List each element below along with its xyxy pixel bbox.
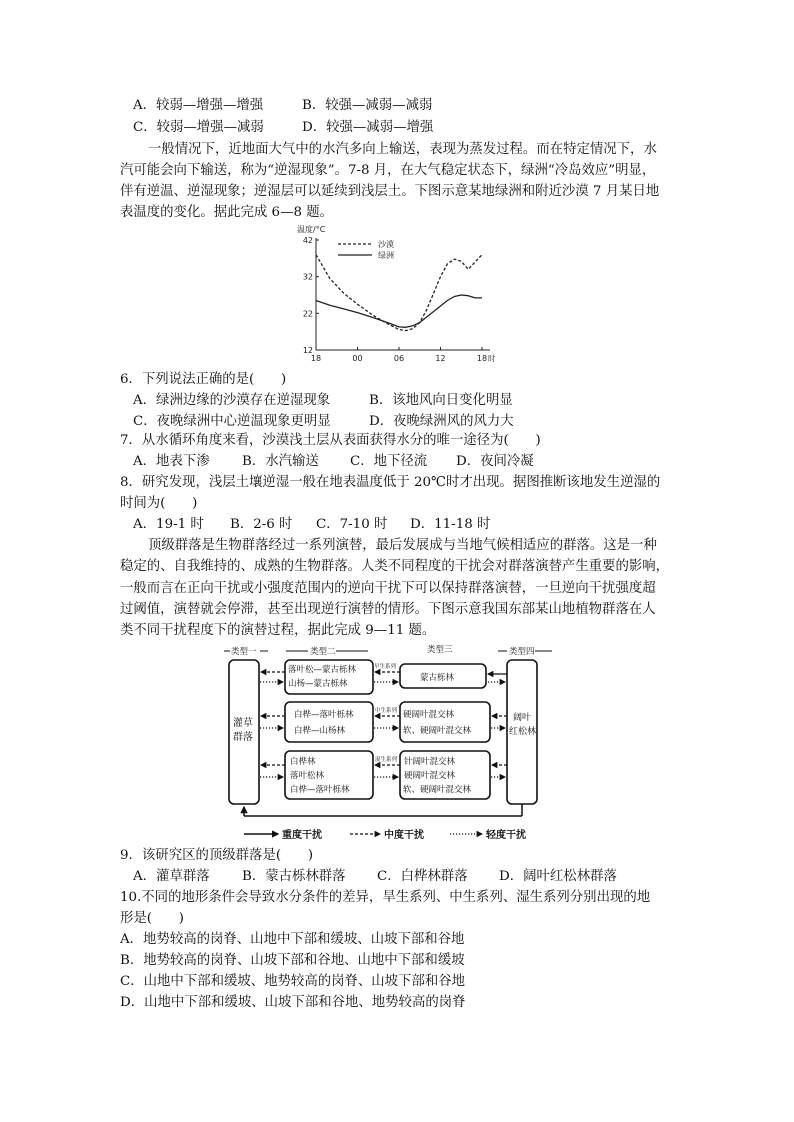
q8-stem-line-1: 8．研究发现，浅层土壤逆湿一般在地表温度低于 20℃时才出现。据图推断该地发生逆湿的 [120, 475, 661, 490]
y-tick-label: 22 [302, 309, 313, 319]
x-tick-label: 00 [352, 354, 363, 363]
intro-9-11-line-1: 顶级群落是生物群落经过一系列演替，最后发展成与当地气候相适应的群落。这是一种 [148, 538, 657, 553]
t3-row1-line1: 蒙古栎林 [420, 673, 455, 683]
legend-label: 绿洲 [378, 251, 394, 260]
q10-option-b: B．地势较高的岗脊、山坡下部和谷地、山地中下部和缓坡 [120, 953, 465, 968]
q8-stem-line-2: 时间为( ) [120, 496, 198, 511]
t3-row3-line1: 针阔叶混交林 [404, 757, 456, 767]
intro-9-11-line-2: 稳定的、自我维持的、成熟的生物群落。人类不同程度的干扰会对群落演替产生重要的影响， [120, 559, 670, 574]
desert-series-line [316, 255, 482, 331]
intro-6-8-line-2: 汽可能会向下输送，称为“逆湿现象”。7-8 月，在大气稳定状态下，绿洲“冷岛效应”明显， [120, 163, 656, 178]
q8-option-c: C．7-10 时 [316, 517, 388, 532]
intro-6-8-line-1: 一般情况下，近地面大气中的水汽多向上输送，表现为蒸发过程。而在特定情况下，水 [148, 142, 657, 157]
q5-option-a: A．较弱—增强—增强 [133, 98, 264, 113]
x-axis-label: 时 [488, 354, 496, 363]
type4-label: 类型四 [509, 647, 535, 657]
q9-option-d: D．阔叶红松林群落 [499, 869, 617, 884]
legend-label: 沙漠 [378, 240, 394, 249]
q6-option-b: B．该地风向日变化明显 [369, 393, 513, 408]
oasis-series-line [316, 295, 482, 327]
t2-row3-line3: 白桦—落叶栎林 [290, 785, 350, 795]
q9-option-b: B．蒙古栎林群落 [242, 869, 346, 884]
intro-9-11-line-5: 类不同干扰程度下的演替过程，据此完成 9—11 题。 [120, 623, 436, 638]
q6-option-d: D．夜晚绿洲风的风力大 [369, 414, 514, 429]
t3-row2-line2: 软、硬阔叶混交林 [403, 726, 472, 736]
shrub-label-1: 灌草 [233, 718, 253, 729]
q5-option-b: B．较强—减弱—减弱 [302, 98, 433, 113]
t2-row3-line2: 落叶松林 [290, 771, 325, 781]
q9-option-c: C．白桦林群落 [377, 869, 468, 884]
q5-option-d: D．较强—减弱—增强 [302, 120, 434, 135]
series-label-dry: 早生系列 [374, 664, 397, 670]
q9-option-a: A．灌草群落 [133, 869, 210, 884]
type2-label: 类型二 [310, 647, 336, 657]
q10-option-d: D．山地中下部和缓坡、山坡下部和谷地、地势较高的岗脊 [120, 995, 466, 1010]
q7-option-c: C．地下径流 [350, 454, 428, 469]
t2-row1-line1: 落叶松—蒙古栎林 [288, 665, 357, 675]
t2-row1-line2: 山杨—蒙古栎林 [288, 679, 348, 689]
intro-9-11-line-4: 过阈值，演替就会停滞，甚至出现逆行演替的情形。下图示意我国东部某山地植物群落在人 [120, 602, 656, 617]
q6-option-c: C．夜晚绿洲中心逆温现象更明显 [133, 414, 331, 429]
type3-label: 类型三 [427, 645, 453, 655]
series-label-mesic: 中生系列 [375, 708, 398, 714]
t3-row3-line3: 软、硬阔叶混交林 [403, 785, 472, 795]
q7-stem: 7．从水循环角度来看，沙漠浅土层从表面获得水分的唯一途径为( ) [120, 433, 541, 448]
q8-option-a: A．19-1 时 [133, 517, 204, 532]
legend-light: 轻度干扰 [486, 830, 526, 841]
x-tick-label: 18 [476, 354, 488, 363]
shrub-label-2: 群落 [233, 732, 253, 743]
t2-row3-line1: 白桦林 [290, 757, 316, 767]
q8-option-b: B．2-6 时 [230, 517, 293, 532]
temperature-chart [290, 222, 500, 368]
q10-option-c: C．山地中下部和缓坡、地势较高的岗脊、山坡下部和谷地 [120, 974, 466, 989]
q10-option-a: A．地势较高的岗脊、山地中下部和缓坡、山坡下部和谷地 [120, 932, 465, 947]
intro-6-8-line-4: 表温度的变化。据此完成 6—8 题。 [120, 205, 334, 220]
intro-9-11-line-3: 一般而言在正向干扰或小强度范围内的逆向干扰下可以保持群落演替，一旦逆向干扰强度超 [120, 581, 656, 596]
broadleaf-label-1: 阔叶 [513, 713, 532, 723]
t2-row2-line2: 白桦—山杨林 [294, 726, 346, 736]
y-tick-label: 42 [302, 236, 313, 245]
t3-row2-line1: 硬阔叶混交林 [403, 710, 455, 720]
q7-option-b: B．水汽输送 [242, 454, 319, 469]
t3-row3-line2: 硬阔叶混交林 [404, 771, 456, 781]
q8-option-d: D．11-18 时 [410, 517, 491, 532]
x-tick-label: 12 [435, 354, 446, 363]
legend-heavy: 重度干扰 [282, 830, 322, 841]
q7-option-d: D．夜间冷凝 [456, 454, 534, 469]
succession-diagram [222, 644, 564, 844]
y-axis-label: 温度/°C [297, 225, 326, 234]
broadleaf-label-2: 红松林 [509, 727, 537, 737]
series-label-wet: 湿生系列 [375, 757, 398, 763]
t2-box-2 [285, 702, 373, 742]
q10-stem-line-1: 10.不同的地形条件会导致水分条件的差异，旱生系列、中生系列、湿生系列分别出现的地 [120, 890, 651, 905]
intro-6-8-line-3: 伴有逆温、逆湿现象；逆湿层可以延续到浅层土。下图示意某地绿洲和附近沙漠 7 月某日地 [120, 184, 660, 199]
q10-stem-line-2: 形是( ) [120, 911, 185, 926]
t3-box-2 [400, 702, 490, 742]
q5-option-c: C．较弱—增强—减弱 [133, 120, 264, 135]
type1-label: 类型一 [231, 647, 257, 657]
q6-option-a: A．绿洲边缘的沙漠存在逆湿现象 [133, 393, 331, 408]
x-tick-label: 18 [310, 354, 322, 363]
x-tick-label: 06 [393, 354, 405, 363]
q9-stem: 9．该研究区的顶级群落是( ) [120, 848, 314, 863]
q7-option-a: A．地表下渗 [133, 454, 210, 469]
q6-stem: 6．下列说法正确的是( ) [120, 372, 287, 387]
t2-row2-line1: 白桦—落叶栎林 [294, 710, 354, 720]
y-tick-label: 12 [302, 346, 313, 355]
y-tick-label: 32 [302, 272, 313, 282]
legend-medium: 中度干扰 [384, 830, 424, 841]
